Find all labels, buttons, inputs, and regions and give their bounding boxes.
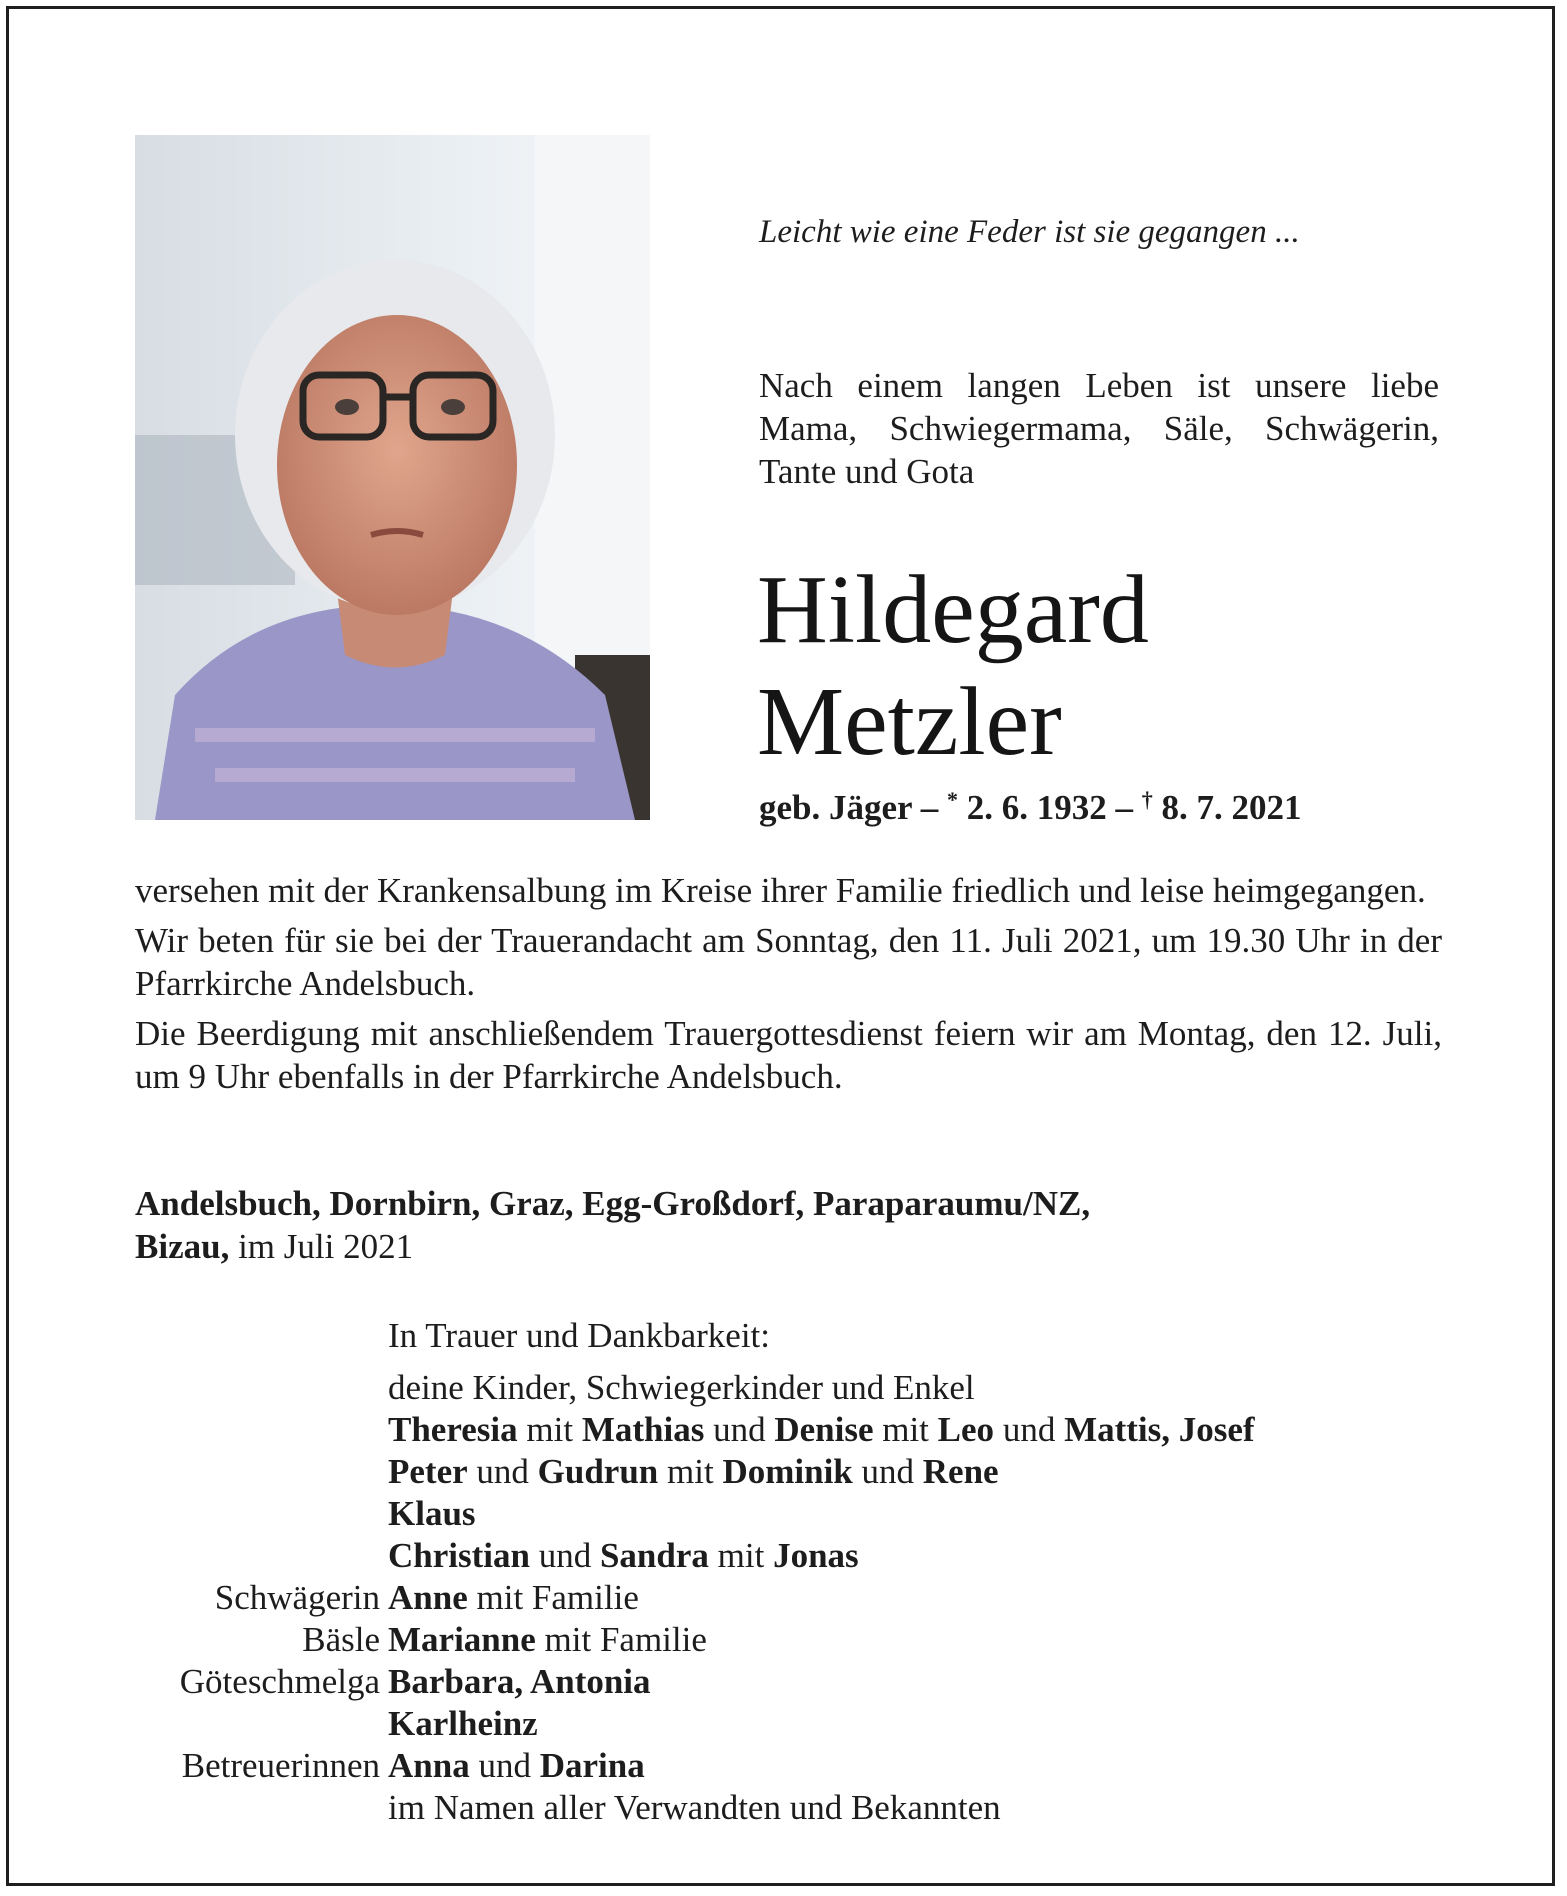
mourners-list — [135, 1315, 1442, 1829]
first-name: Hildegard — [757, 556, 1149, 664]
date-separator: – — [911, 788, 947, 827]
birth-date: 2. 6. 1932 — [957, 788, 1107, 827]
body-paragraph: Wir beten für sie bei der Trauerandacht am Sonntag, den 11. Juli 2021, um 19.30 Uhr in der Pfarrkirche Andelsbuch. — [135, 921, 1442, 1003]
family-name: Anne — [388, 1578, 468, 1617]
last-name: Metzler — [757, 668, 1062, 776]
family-row — [135, 1493, 1442, 1535]
portrait-illustration — [135, 135, 650, 820]
body-paragraph: versehen mit der Krankensalbung im Kreise ihrer Familie friedlich und leise heimgegangen. — [135, 871, 1426, 910]
connector: mit — [658, 1452, 723, 1491]
birth-name: geb. Jäger — [759, 788, 912, 827]
family-name: Christian — [388, 1536, 530, 1575]
connector: und — [852, 1452, 923, 1491]
family-name: Darina — [539, 1746, 645, 1785]
family-name: Dominik — [722, 1452, 853, 1491]
connector: und — [994, 1410, 1065, 1449]
family-row — [135, 1619, 1442, 1661]
family-name: Marianne — [388, 1620, 536, 1659]
date-separator: – — [1106, 788, 1142, 827]
family-name: Theresia — [388, 1410, 518, 1449]
date-line: im Juli 2021 — [229, 1227, 414, 1266]
relation-label: Bäsle — [302, 1620, 380, 1659]
announcement-body — [135, 869, 1442, 1105]
family-name: Klaus — [388, 1494, 476, 1533]
places-line: Bizau, — [135, 1227, 230, 1266]
family-row — [135, 1535, 1442, 1577]
relation-label: Betreuerinnen — [181, 1746, 380, 1785]
connector: und — [704, 1410, 775, 1449]
intro-text: Nach einem langen Leben ist unsere liebe Mama, Schwiegermama, Säle, Schwägerin, Tante und Gota — [759, 366, 1439, 491]
closing-line: im Namen aller Verwandten und Bekannten — [388, 1788, 1001, 1827]
family-row — [135, 1703, 1442, 1745]
mourning-heading: In Trauer und Dankbarkeit: — [388, 1316, 771, 1355]
connector: mit Familie — [467, 1578, 639, 1617]
death-date: 8. 7. 2021 — [1152, 788, 1302, 827]
connector: mit — [517, 1410, 582, 1449]
relation-label: Göteschmelga — [179, 1662, 380, 1701]
connector: und — [469, 1746, 540, 1785]
family-name: Mattis, Josef — [1064, 1410, 1255, 1449]
children-intro: deine Kinder, Schwiegerkinder und Enkel — [388, 1368, 975, 1407]
life-dates — [759, 787, 1301, 828]
family-name: Rene — [922, 1452, 999, 1491]
obituary-card — [6, 6, 1555, 1886]
family-name: Leo — [937, 1410, 995, 1449]
connector: mit Familie — [535, 1620, 707, 1659]
body-paragraph: Die Beerdigung mit anschließendem Trauergottesdienst feiern wir am Montag, den 12. Juli, um 9 Uhr ebenfalls in der Pfarrkirche Andelsbuch. — [135, 1014, 1442, 1096]
family-name: Barbara, Antonia — [388, 1662, 651, 1701]
family-row — [135, 1661, 1442, 1703]
portrait-photo — [135, 135, 650, 820]
family-name: Jonas — [773, 1536, 859, 1575]
places-line: Andelsbuch, Dornbirn, Graz, Egg-Großdorf, Paraparaumu/NZ, — [135, 1184, 1091, 1223]
connector: und — [529, 1536, 600, 1575]
family-name: Mathias — [581, 1410, 705, 1449]
family-row — [135, 1577, 1442, 1619]
birth-symbol: * — [946, 787, 958, 812]
places-and-date — [135, 1182, 1442, 1268]
motto: Leicht wie eine Feder ist sie gegangen ... — [759, 214, 1300, 250]
death-symbol: † — [1141, 787, 1153, 812]
family-name: Karlheinz — [388, 1704, 538, 1743]
connector: und — [467, 1452, 538, 1491]
family-name: Anna — [388, 1746, 470, 1785]
family-row — [135, 1409, 1442, 1451]
family-name: Denise — [774, 1410, 874, 1449]
family-row — [135, 1451, 1442, 1493]
connector: mit — [873, 1410, 938, 1449]
family-name: Sandra — [599, 1536, 709, 1575]
family-name: Peter — [388, 1452, 468, 1491]
family-name: Gudrun — [537, 1452, 659, 1491]
relation-label: Schwägerin — [214, 1578, 380, 1617]
connector: mit — [708, 1536, 774, 1575]
family-row — [135, 1745, 1442, 1787]
deceased-name — [757, 554, 1149, 778]
